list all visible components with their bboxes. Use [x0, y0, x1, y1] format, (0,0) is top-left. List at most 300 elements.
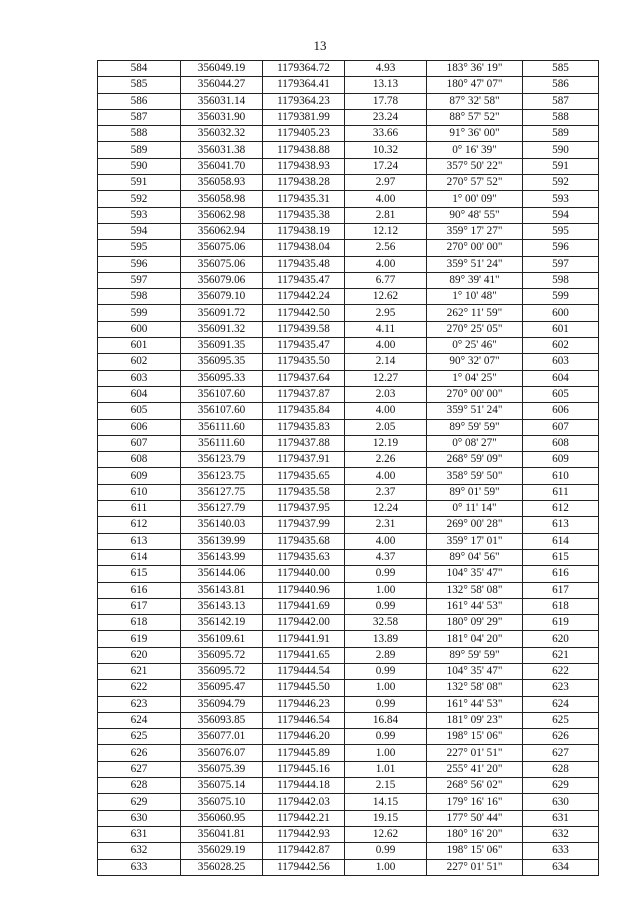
distance-cell: 4.00: [345, 191, 427, 207]
bearing-cell: 132° 58' 08": [427, 680, 523, 696]
y-coordinate-cell: 1179364.23: [263, 93, 345, 109]
next-point-cell: 598: [523, 272, 599, 288]
point-number-cell: 621: [98, 663, 181, 679]
table-row: [98, 468, 599, 484]
table-row: [98, 419, 599, 435]
point-number-cell: 615: [98, 566, 181, 582]
next-point-cell: 630: [523, 794, 599, 810]
x-coordinate-cell: 356075.06: [181, 240, 263, 256]
table-row: [98, 826, 599, 842]
distance-cell: 32.58: [345, 615, 427, 631]
y-coordinate-cell: 1179442.03: [263, 794, 345, 810]
bearing-cell: 89° 59' 59": [427, 419, 523, 435]
next-point-cell: 600: [523, 305, 599, 321]
distance-cell: 2.31: [345, 517, 427, 533]
point-number-cell: 596: [98, 256, 181, 272]
x-coordinate-cell: 356044.27: [181, 77, 263, 93]
point-number-cell: 606: [98, 419, 181, 435]
bearing-cell: 181° 04' 20": [427, 631, 523, 647]
y-coordinate-cell: 1179438.04: [263, 240, 345, 256]
x-coordinate-cell: 356109.61: [181, 631, 263, 647]
next-point-cell: 634: [523, 859, 599, 875]
distance-cell: 33.66: [345, 126, 427, 142]
point-number-cell: 588: [98, 126, 181, 142]
x-coordinate-cell: 356075.10: [181, 794, 263, 810]
x-coordinate-cell: 356028.25: [181, 859, 263, 875]
next-point-cell: 606: [523, 403, 599, 419]
point-number-cell: 601: [98, 338, 181, 354]
distance-cell: 13.13: [345, 77, 427, 93]
y-coordinate-cell: 1179446.54: [263, 712, 345, 728]
point-number-cell: 612: [98, 517, 181, 533]
next-point-cell: 611: [523, 484, 599, 500]
point-number-cell: 604: [98, 386, 181, 402]
next-point-cell: 592: [523, 175, 599, 191]
coordinates-table: [97, 60, 599, 876]
bearing-cell: 89° 59' 59": [427, 647, 523, 663]
point-number-cell: 603: [98, 370, 181, 386]
point-number-cell: 589: [98, 142, 181, 158]
table-row: [98, 810, 599, 826]
x-coordinate-cell: 356143.99: [181, 549, 263, 565]
bearing-cell: 227° 01' 51": [427, 859, 523, 875]
y-coordinate-cell: 1179435.83: [263, 419, 345, 435]
distance-cell: 2.95: [345, 305, 427, 321]
distance-cell: 16.84: [345, 712, 427, 728]
bearing-cell: 198° 15' 06": [427, 729, 523, 745]
distance-cell: 2.37: [345, 484, 427, 500]
distance-cell: 1.00: [345, 582, 427, 598]
y-coordinate-cell: 1179444.18: [263, 778, 345, 794]
point-number-cell: 599: [98, 305, 181, 321]
distance-cell: 14.15: [345, 794, 427, 810]
x-coordinate-cell: 356032.32: [181, 126, 263, 142]
bearing-cell: 88° 57' 52": [427, 109, 523, 125]
x-coordinate-cell: 356079.10: [181, 289, 263, 305]
point-number-cell: 602: [98, 354, 181, 370]
bearing-cell: 0° 25' 46": [427, 338, 523, 354]
next-point-cell: 603: [523, 354, 599, 370]
point-number-cell: 608: [98, 452, 181, 468]
x-coordinate-cell: 356107.60: [181, 403, 263, 419]
y-coordinate-cell: 1179440.96: [263, 582, 345, 598]
y-coordinate-cell: 1179381.99: [263, 109, 345, 125]
point-number-cell: 623: [98, 696, 181, 712]
bearing-cell: 359° 51' 24": [427, 403, 523, 419]
next-point-cell: 608: [523, 435, 599, 451]
bearing-cell: 180° 47' 07": [427, 77, 523, 93]
table-row: [98, 501, 599, 517]
x-coordinate-cell: 356049.19: [181, 61, 263, 77]
table-row: [98, 615, 599, 631]
bearing-cell: 227° 01' 51": [427, 745, 523, 761]
point-number-cell: 629: [98, 794, 181, 810]
table-row: [98, 240, 599, 256]
distance-cell: 19.15: [345, 810, 427, 826]
x-coordinate-cell: 356060.95: [181, 810, 263, 826]
x-coordinate-cell: 356041.70: [181, 158, 263, 174]
next-point-cell: 595: [523, 223, 599, 239]
bearing-cell: 89° 01' 59": [427, 484, 523, 500]
next-point-cell: 591: [523, 158, 599, 174]
table-row: [98, 61, 599, 77]
bearing-cell: 180° 09' 29": [427, 615, 523, 631]
x-coordinate-cell: 356095.33: [181, 370, 263, 386]
table-row: [98, 631, 599, 647]
table-row: [98, 761, 599, 777]
distance-cell: 12.24: [345, 501, 427, 517]
bearing-cell: 262° 11' 59": [427, 305, 523, 321]
table-row: [98, 729, 599, 745]
distance-cell: 17.78: [345, 93, 427, 109]
x-coordinate-cell: 356031.14: [181, 93, 263, 109]
x-coordinate-cell: 356111.60: [181, 435, 263, 451]
y-coordinate-cell: 1179437.64: [263, 370, 345, 386]
distance-cell: 2.15: [345, 778, 427, 794]
table-row: [98, 158, 599, 174]
bearing-cell: 268° 59' 09": [427, 452, 523, 468]
point-number-cell: 627: [98, 761, 181, 777]
distance-cell: 0.99: [345, 696, 427, 712]
distance-cell: 4.37: [345, 549, 427, 565]
point-number-cell: 607: [98, 435, 181, 451]
table-row: [98, 207, 599, 223]
y-coordinate-cell: 1179442.93: [263, 826, 345, 842]
y-coordinate-cell: 1179446.23: [263, 696, 345, 712]
point-number-cell: 595: [98, 240, 181, 256]
point-number-cell: 632: [98, 843, 181, 859]
bearing-cell: 180° 16' 20": [427, 826, 523, 842]
bearing-cell: 270° 00' 00": [427, 240, 523, 256]
bearing-cell: 1° 04' 25": [427, 370, 523, 386]
distance-cell: 4.00: [345, 338, 427, 354]
table-row: [98, 354, 599, 370]
table-row: [98, 843, 599, 859]
y-coordinate-cell: 1179437.87: [263, 386, 345, 402]
point-number-cell: 622: [98, 680, 181, 696]
next-point-cell: 621: [523, 647, 599, 663]
point-number-cell: 585: [98, 77, 181, 93]
next-point-cell: 604: [523, 370, 599, 386]
bearing-cell: 87° 32' 58": [427, 93, 523, 109]
distance-cell: 2.26: [345, 452, 427, 468]
point-number-cell: 619: [98, 631, 181, 647]
table-row: [98, 859, 599, 875]
point-number-cell: 620: [98, 647, 181, 663]
y-coordinate-cell: 1179435.48: [263, 256, 345, 272]
point-number-cell: 633: [98, 859, 181, 875]
distance-cell: 4.11: [345, 321, 427, 337]
table-row: [98, 305, 599, 321]
point-number-cell: 628: [98, 778, 181, 794]
bearing-cell: 104° 35' 47": [427, 566, 523, 582]
bearing-cell: 198° 15' 06": [427, 843, 523, 859]
x-coordinate-cell: 356062.94: [181, 223, 263, 239]
bearing-cell: 255° 41' 20": [427, 761, 523, 777]
distance-cell: 4.00: [345, 468, 427, 484]
point-number-cell: 597: [98, 272, 181, 288]
bearing-cell: 359° 51' 24": [427, 256, 523, 272]
table-row: [98, 647, 599, 663]
next-point-cell: 620: [523, 631, 599, 647]
distance-cell: 1.01: [345, 761, 427, 777]
table-row: [98, 93, 599, 109]
table-row: [98, 77, 599, 93]
x-coordinate-cell: 356095.47: [181, 680, 263, 696]
table-row: [98, 338, 599, 354]
point-number-cell: 610: [98, 484, 181, 500]
table-row: [98, 549, 599, 565]
next-point-cell: 618: [523, 598, 599, 614]
bearing-cell: 161° 44' 53": [427, 598, 523, 614]
table-row: [98, 663, 599, 679]
next-point-cell: 602: [523, 338, 599, 354]
x-coordinate-cell: 356095.72: [181, 663, 263, 679]
y-coordinate-cell: 1179442.87: [263, 843, 345, 859]
next-point-cell: 619: [523, 615, 599, 631]
table-row: [98, 142, 599, 158]
table-row: [98, 109, 599, 125]
point-number-cell: 614: [98, 549, 181, 565]
point-number-cell: 600: [98, 321, 181, 337]
next-point-cell: 615: [523, 549, 599, 565]
y-coordinate-cell: 1179442.56: [263, 859, 345, 875]
y-coordinate-cell: 1179435.31: [263, 191, 345, 207]
next-point-cell: 628: [523, 761, 599, 777]
y-coordinate-cell: 1179364.72: [263, 61, 345, 77]
y-coordinate-cell: 1179435.47: [263, 272, 345, 288]
bearing-cell: 132° 58' 08": [427, 582, 523, 598]
bearing-cell: 358° 59' 50": [427, 468, 523, 484]
next-point-cell: 601: [523, 321, 599, 337]
distance-cell: 0.99: [345, 729, 427, 745]
x-coordinate-cell: 356093.85: [181, 712, 263, 728]
point-number-cell: 618: [98, 615, 181, 631]
table-row: [98, 370, 599, 386]
y-coordinate-cell: 1179438.88: [263, 142, 345, 158]
bearing-cell: 1° 00' 09": [427, 191, 523, 207]
y-coordinate-cell: 1179439.58: [263, 321, 345, 337]
x-coordinate-cell: 356079.06: [181, 272, 263, 288]
distance-cell: 4.00: [345, 256, 427, 272]
next-point-cell: 614: [523, 533, 599, 549]
next-point-cell: 607: [523, 419, 599, 435]
bearing-cell: 177° 50' 44": [427, 810, 523, 826]
y-coordinate-cell: 1179445.89: [263, 745, 345, 761]
table-row: [98, 386, 599, 402]
table-row: [98, 175, 599, 191]
next-point-cell: 605: [523, 386, 599, 402]
x-coordinate-cell: 356127.75: [181, 484, 263, 500]
table-row: [98, 289, 599, 305]
bearing-cell: 183° 36' 19": [427, 61, 523, 77]
x-coordinate-cell: 356095.35: [181, 354, 263, 370]
point-number-cell: 584: [98, 61, 181, 77]
distance-cell: 0.99: [345, 566, 427, 582]
table-row: [98, 272, 599, 288]
next-point-cell: 609: [523, 452, 599, 468]
point-number-cell: 613: [98, 533, 181, 549]
bearing-cell: 90° 32' 07": [427, 354, 523, 370]
y-coordinate-cell: 1179435.50: [263, 354, 345, 370]
x-coordinate-cell: 356142.19: [181, 615, 263, 631]
x-coordinate-cell: 356075.06: [181, 256, 263, 272]
next-point-cell: 585: [523, 61, 599, 77]
x-coordinate-cell: 356143.81: [181, 582, 263, 598]
table-row: [98, 126, 599, 142]
y-coordinate-cell: 1179435.58: [263, 484, 345, 500]
bearing-cell: 161° 44' 53": [427, 696, 523, 712]
point-number-cell: 587: [98, 109, 181, 125]
point-number-cell: 592: [98, 191, 181, 207]
y-coordinate-cell: 1179437.91: [263, 452, 345, 468]
distance-cell: 1.00: [345, 745, 427, 761]
next-point-cell: 622: [523, 663, 599, 679]
table-row: [98, 452, 599, 468]
distance-cell: 12.62: [345, 826, 427, 842]
table-row: [98, 794, 599, 810]
table-row: [98, 435, 599, 451]
distance-cell: 4.93: [345, 61, 427, 77]
y-coordinate-cell: 1179438.28: [263, 175, 345, 191]
x-coordinate-cell: 356031.38: [181, 142, 263, 158]
distance-cell: 6.77: [345, 272, 427, 288]
point-number-cell: 625: [98, 729, 181, 745]
x-coordinate-cell: 356139.99: [181, 533, 263, 549]
next-point-cell: 596: [523, 240, 599, 256]
x-coordinate-cell: 356062.98: [181, 207, 263, 223]
point-number-cell: 594: [98, 223, 181, 239]
distance-cell: 17.24: [345, 158, 427, 174]
bearing-cell: 90° 48' 55": [427, 207, 523, 223]
x-coordinate-cell: 356075.39: [181, 761, 263, 777]
distance-cell: 2.05: [345, 419, 427, 435]
table-row: [98, 256, 599, 272]
y-coordinate-cell: 1179435.84: [263, 403, 345, 419]
distance-cell: 1.00: [345, 680, 427, 696]
y-coordinate-cell: 1179441.69: [263, 598, 345, 614]
bearing-cell: 89° 04' 56": [427, 549, 523, 565]
next-point-cell: 623: [523, 680, 599, 696]
table-row: [98, 680, 599, 696]
next-point-cell: 612: [523, 501, 599, 517]
x-coordinate-cell: 356076.07: [181, 745, 263, 761]
bearing-cell: 270° 25' 05": [427, 321, 523, 337]
y-coordinate-cell: 1179441.91: [263, 631, 345, 647]
point-number-cell: 590: [98, 158, 181, 174]
distance-cell: 4.00: [345, 533, 427, 549]
x-coordinate-cell: 356123.79: [181, 452, 263, 468]
distance-cell: 2.56: [345, 240, 427, 256]
bearing-cell: 270° 00' 00": [427, 386, 523, 402]
bearing-cell: 268° 56' 02": [427, 778, 523, 794]
bearing-cell: 0° 11' 14": [427, 501, 523, 517]
bearing-cell: 357° 50' 22": [427, 158, 523, 174]
x-coordinate-cell: 356111.60: [181, 419, 263, 435]
table-row: [98, 484, 599, 500]
y-coordinate-cell: 1179437.99: [263, 517, 345, 533]
next-point-cell: 599: [523, 289, 599, 305]
y-coordinate-cell: 1179442.50: [263, 305, 345, 321]
table-row: [98, 745, 599, 761]
next-point-cell: 625: [523, 712, 599, 728]
point-number-cell: 631: [98, 826, 181, 842]
x-coordinate-cell: 356144.06: [181, 566, 263, 582]
y-coordinate-cell: 1179364.41: [263, 77, 345, 93]
next-point-cell: 631: [523, 810, 599, 826]
y-coordinate-cell: 1179442.00: [263, 615, 345, 631]
bearing-cell: 270° 57' 52": [427, 175, 523, 191]
x-coordinate-cell: 356107.60: [181, 386, 263, 402]
x-coordinate-cell: 356091.32: [181, 321, 263, 337]
x-coordinate-cell: 356041.81: [181, 826, 263, 842]
x-coordinate-cell: 356095.72: [181, 647, 263, 663]
point-number-cell: 626: [98, 745, 181, 761]
y-coordinate-cell: 1179442.24: [263, 289, 345, 305]
y-coordinate-cell: 1179438.19: [263, 223, 345, 239]
bearing-cell: 89° 39' 41": [427, 272, 523, 288]
x-coordinate-cell: 356123.75: [181, 468, 263, 484]
y-coordinate-cell: 1179435.38: [263, 207, 345, 223]
x-coordinate-cell: 356077.01: [181, 729, 263, 745]
bearing-cell: 91° 36' 00": [427, 126, 523, 142]
x-coordinate-cell: 356031.90: [181, 109, 263, 125]
point-number-cell: 611: [98, 501, 181, 517]
table-row: [98, 223, 599, 239]
point-number-cell: 630: [98, 810, 181, 826]
next-point-cell: 626: [523, 729, 599, 745]
bearing-cell: 359° 17' 27": [427, 223, 523, 239]
x-coordinate-cell: 356143.13: [181, 598, 263, 614]
bearing-cell: 181° 09' 23": [427, 712, 523, 728]
x-coordinate-cell: 356058.98: [181, 191, 263, 207]
next-point-cell: 610: [523, 468, 599, 484]
y-coordinate-cell: 1179446.20: [263, 729, 345, 745]
y-coordinate-cell: 1179440.00: [263, 566, 345, 582]
x-coordinate-cell: 356091.72: [181, 305, 263, 321]
point-number-cell: 617: [98, 598, 181, 614]
x-coordinate-cell: 356127.79: [181, 501, 263, 517]
table-row: [98, 191, 599, 207]
table-row: [98, 517, 599, 533]
y-coordinate-cell: 1179441.65: [263, 647, 345, 663]
distance-cell: 2.03: [345, 386, 427, 402]
x-coordinate-cell: 356091.35: [181, 338, 263, 354]
distance-cell: 0.99: [345, 843, 427, 859]
table-row: [98, 533, 599, 549]
point-number-cell: 624: [98, 712, 181, 728]
next-point-cell: 613: [523, 517, 599, 533]
y-coordinate-cell: 1179405.23: [263, 126, 345, 142]
x-coordinate-cell: 356058.93: [181, 175, 263, 191]
bearing-cell: 0° 16' 39": [427, 142, 523, 158]
x-coordinate-cell: 356029.19: [181, 843, 263, 859]
next-point-cell: 632: [523, 826, 599, 842]
next-point-cell: 589: [523, 126, 599, 142]
page-number: 13: [313, 38, 327, 53]
distance-cell: 2.14: [345, 354, 427, 370]
x-coordinate-cell: 356140.03: [181, 517, 263, 533]
distance-cell: 12.12: [345, 223, 427, 239]
table-row: [98, 712, 599, 728]
y-coordinate-cell: 1179435.65: [263, 468, 345, 484]
point-number-cell: 605: [98, 403, 181, 419]
y-coordinate-cell: 1179435.63: [263, 549, 345, 565]
table-row: [98, 321, 599, 337]
point-number-cell: 586: [98, 93, 181, 109]
distance-cell: 2.97: [345, 175, 427, 191]
next-point-cell: 627: [523, 745, 599, 761]
